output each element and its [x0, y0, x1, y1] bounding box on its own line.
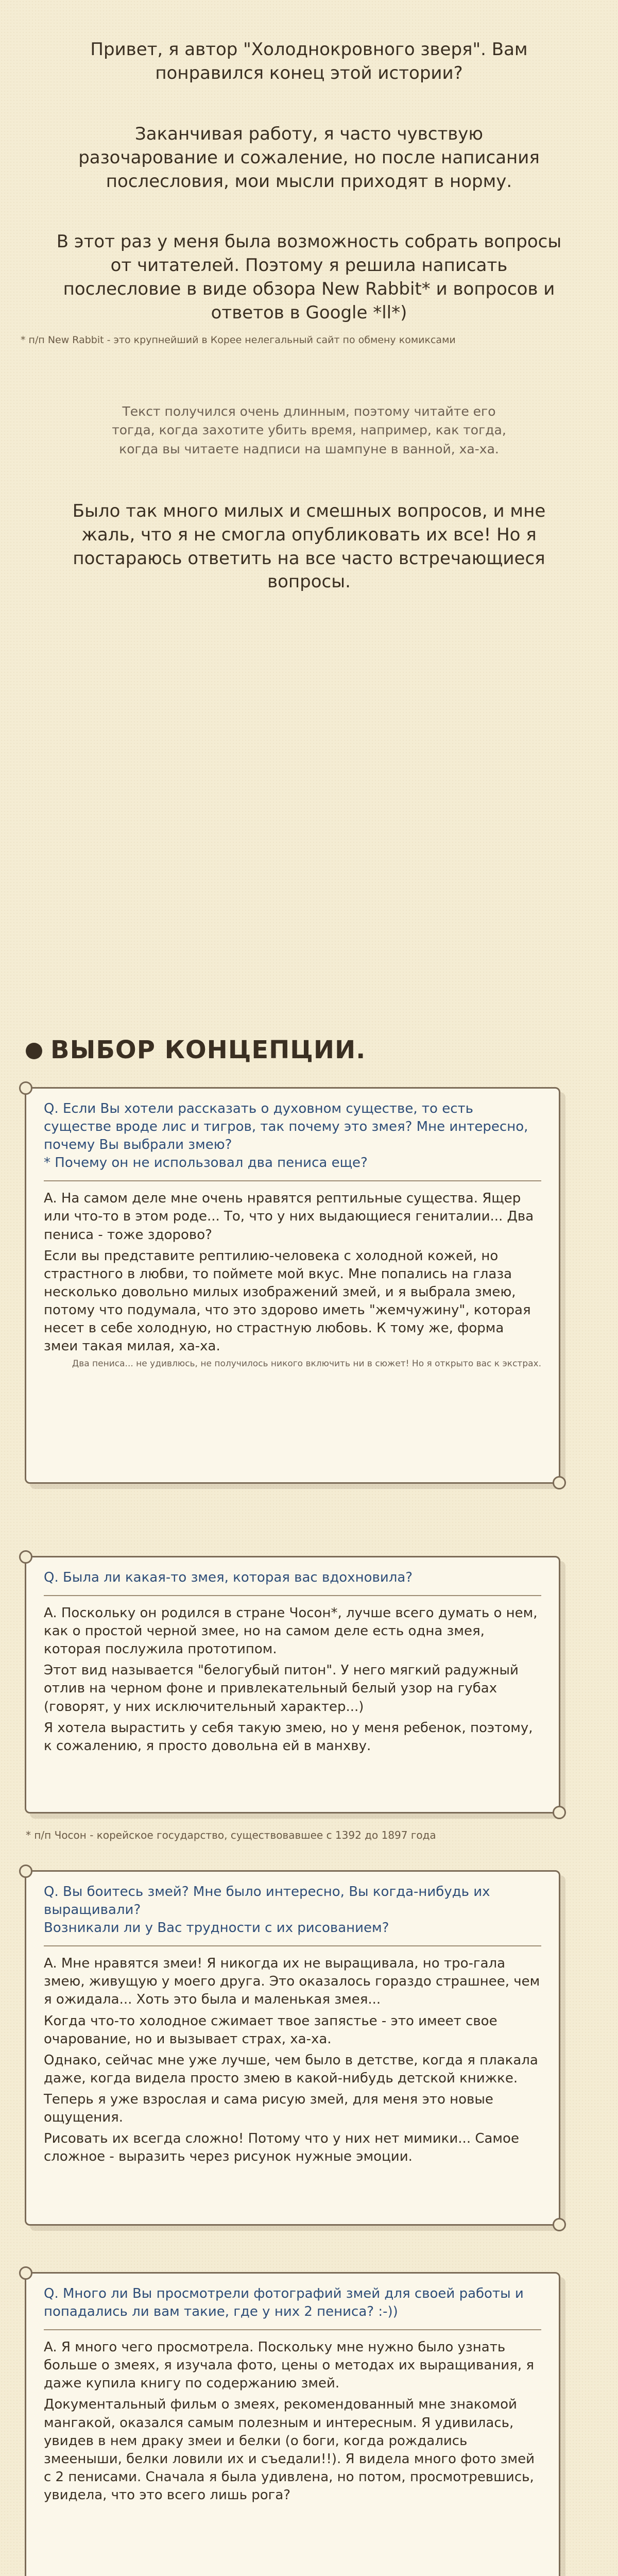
- question: Q. Была ли какая-то змея, которая вас вдохновила?: [44, 1570, 413, 1585]
- answer-paragraph: A. Я много чего просмотрела. Поскольку мне нужно было узнать больше о змеях, я изучала фото, цены о методах их выращивания, я даже купила книгу по содержанию змей.: [44, 2340, 535, 2392]
- answer-paragraph: A. Поскольку он родился в стране Чосон*, лучше всего думать о нем, как о простой черной змее, но на самом деле есть одна змея, которая послужила прототипом.: [44, 1605, 538, 1657]
- answer-paragraph: A. На самом деле мне очень нравятся рептильные существа. Ящер или что-то в этом роде... То, что у них выдающиеся гениталии... Два пениса - тоже здорово?: [44, 1191, 534, 1243]
- answer-paragraph: Документальный фильм о змеях, рекомендованный мне знакомой мангакой, оказался самым полезным и интересным. Я удивилась, увидев в нем драку змеи и белки (о боги, когда рождались змееныши, белки ловили их и съедали!!). Я видела много фото змей с 2 пенисами. Сначала я была удивлена, но потом, просмотревшись, увидела, что это всего лишь рога?: [44, 2397, 535, 2503]
- intro-para-2: В этот раз у меня была возможность собрать вопросы от читателей. Поэтому я решила написать послесловие в виде обзора New Rabbit* и вопросов и ответов в Google *ll*): [56, 231, 562, 324]
- answer-paragraph: Однако, сейчас мне уже лучше, чем было в детстве, когда я плакала даже, когда видела просто змею в какой-нибудь детской книжке.: [44, 2052, 538, 2086]
- side-note: Два пениса... не удивлюсь, не получилось никого включить ни в сюжет! Но я открыто вас к экстрах.: [72, 1359, 541, 1369]
- intro-greeting: Привет, я автор "Холоднокровного зверя". Вам понравился конец этой истории?: [90, 39, 528, 83]
- answer: [44, 1604, 541, 1755]
- answer-paragraph: Я хотела вырастить у себя такую змею, но у меня ребенок, поэтому, к сожалению, я просто довольна ей в манхву.: [44, 1720, 533, 1754]
- question: Q. Много ли Вы просмотрели фотографий змей для своей работы и попадались ли вам такие, где у них 2 пениса? :-)): [44, 2286, 524, 2320]
- answer-paragraph: A. Мне нравятся змеи! Я никогда их не выращивала, но тро-гала змею, живущую у моего друга. Это оказалось гораздо страшнее, чем я ожидала... Хоть это была и маленькая змея...: [44, 1956, 540, 2008]
- intro-footnote: * п/п New Rabbit - это крупнейший в Корее нелегальный сайт по обмену комиксами: [21, 334, 456, 346]
- answer-paragraph: Когда что-то холодное сжимает твое запястье - это имеет свое очарование, но и вызывает страх, ха-ха.: [44, 2013, 497, 2047]
- answer-paragraph: Теперь я уже взрослая и сама рисую змей, для меня это новые ощущения.: [44, 2091, 493, 2126]
- qa-card-1: [25, 1087, 560, 1484]
- section-title: ВЫБОР КОНЦЕПЦИИ.: [26, 1036, 366, 1064]
- intro-para-3: Было так много милых и смешных вопросов, и мне жаль, что я не смогла опубликовать их все! Но я постараюсь ответить на все часто встречающиеся вопросы.: [72, 500, 546, 592]
- qa-card-2: [25, 1556, 560, 1814]
- divider: [44, 1180, 541, 1181]
- answer: [44, 2338, 541, 2504]
- divider: [44, 1595, 541, 1596]
- intro-note: Текст получился очень длинным, поэтому читайте его тогда, когда захотите убить время, например, как тогда, когда вы читаете надписи на шампуне в ванной, ха-ха.: [112, 404, 506, 456]
- intro-para-1: Заканчивая работу, я часто чувствую разочарование и сожаление, но после написания послесловия, мои мысли приходят в норму.: [78, 123, 540, 192]
- divider: [44, 2329, 541, 2330]
- qa-2-footnote: * п/п Чосон - корейское государство, существовавшее с 1392 до 1897 года: [26, 1829, 436, 1841]
- qa-card-3: [25, 1870, 560, 2226]
- bullet-icon: [26, 1043, 42, 1059]
- answer: [44, 1190, 541, 1355]
- question: Q. Если Вы хотели рассказать о духовном существе, то есть существе вроде лис и тигров, так почему это змея? Мне интересно, почему Вы выбрали змею? * Почему он не использовал два пениса еще?: [44, 1101, 528, 1171]
- answer-paragraph: Если вы представите рептилию-человека с холодной кожей, но страстного в любви, то поймете мой вкус. Мне попались на глаза несколько довольно милых изображений змей, и я выбрала змею, потому что подумала, что это здорово иметь "жемчужину", которая несет в себе холодную, но страстную любовь. К тому же, форма змеи такая милая, ха-ха.: [44, 1248, 531, 1354]
- qa-card-4: [25, 2272, 560, 2576]
- answer-paragraph: Этот вид называется "белогубый питон". У него мягкий радужный отлив на черном фоне и привлекательный белый узор на губах (говорят, у них исключительный характер...): [44, 1663, 519, 1715]
- intro: [0, 38, 618, 594]
- divider: [44, 1945, 541, 1946]
- question: Q. Вы боитесь змей? Мне было интересно, Вы когда-нибудь их выращивали? Возникали ли у Вас трудности с их рисованием?: [44, 1884, 490, 1936]
- answer-paragraph: Рисовать их всегда сложно! Потому что у них нет мимики... Самое сложное - выразить через рисунок нужные эмоции.: [44, 2131, 519, 2165]
- answer: [44, 1955, 541, 2166]
